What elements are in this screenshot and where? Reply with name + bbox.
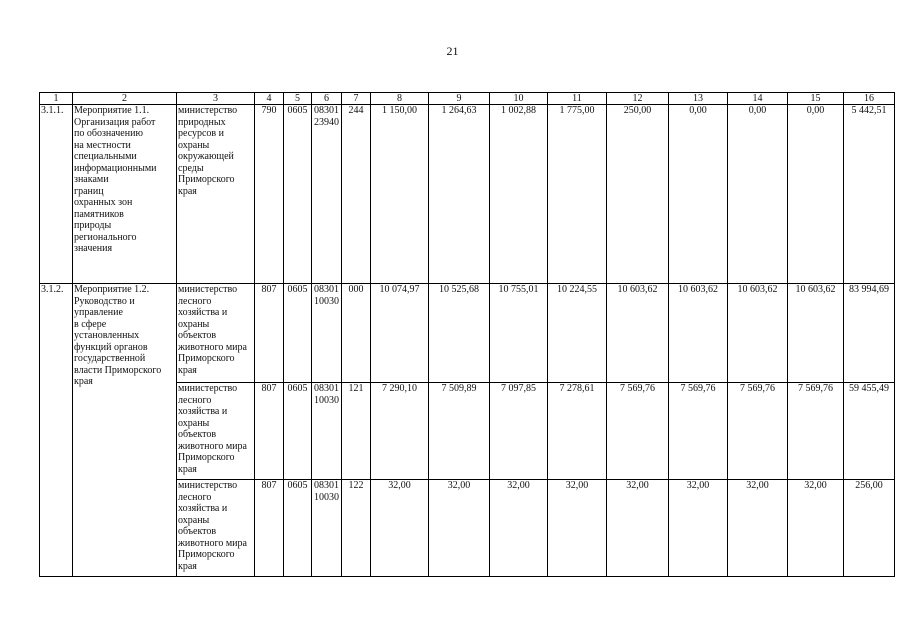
budget-table: [39, 92, 895, 577]
value-cell: 32,00: [429, 480, 490, 577]
event-name: Мероприятие 1.1. Организация работ по обозначению на местности специальными информационными знаками границ охранных зон памятников природы регионального значения: [73, 105, 177, 284]
value-cell: 32,00: [788, 480, 844, 577]
row-number: 3.1.1.: [40, 105, 73, 284]
value-cell: 0,00: [788, 105, 844, 284]
value-cell: 7 509,89: [429, 383, 490, 480]
value-cell: 32,00: [669, 480, 728, 577]
value-cell: 7 278,61: [548, 383, 607, 480]
value-cell: 7 569,76: [669, 383, 728, 480]
col-header: 3: [177, 93, 255, 105]
value-cell: 32,00: [728, 480, 788, 577]
grbs-code: 807: [255, 480, 284, 577]
value-cell: 10 755,01: [490, 284, 548, 383]
value-cell: 7 569,76: [607, 383, 669, 480]
value-cell: 0,00: [669, 105, 728, 284]
col-header: 14: [728, 93, 788, 105]
value-cell: 32,00: [490, 480, 548, 577]
rzpr-code: 0605: [284, 105, 312, 284]
header-row: [40, 93, 895, 105]
table-row: [40, 284, 895, 383]
row-number: 3.1.2.: [40, 284, 73, 577]
value-cell: 10 603,62: [728, 284, 788, 383]
total-cell: 5 442,51: [844, 105, 895, 284]
grbs-code: 807: [255, 284, 284, 383]
col-header: 6: [312, 93, 342, 105]
value-cell: 32,00: [371, 480, 429, 577]
table-row: [40, 105, 895, 284]
col-header: 1: [40, 93, 73, 105]
csr-code: 08301 10030: [312, 383, 342, 480]
value-cell: 32,00: [607, 480, 669, 577]
col-header: 9: [429, 93, 490, 105]
value-cell: 1 150,00: [371, 105, 429, 284]
event-name: Мероприятие 1.2. Руководство и управление в сфере установленных функций органов государственной власти Приморского края: [73, 284, 177, 577]
executor: министерство природных ресурсов и охраны окружающей среды Приморского края: [177, 105, 255, 284]
value-cell: 7 569,76: [728, 383, 788, 480]
value-cell: 1 002,88: [490, 105, 548, 284]
csr-code: 08301 10030: [312, 480, 342, 577]
value-cell: 7 097,85: [490, 383, 548, 480]
rzpr-code: 0605: [284, 480, 312, 577]
col-header: 11: [548, 93, 607, 105]
executor: министерство лесного хозяйства и охраны объектов животного мира Приморского края: [177, 383, 255, 480]
page-number: 21: [446, 44, 459, 58]
total-cell: 59 455,49: [844, 383, 895, 480]
col-header: 5: [284, 93, 312, 105]
value-cell: 10 603,62: [607, 284, 669, 383]
executor: министерство лесного хозяйства и охраны объектов животного мира Приморского края: [177, 480, 255, 577]
vr-code: 122: [342, 480, 371, 577]
col-header: 7: [342, 93, 371, 105]
col-header: 12: [607, 93, 669, 105]
value-cell: 10 525,68: [429, 284, 490, 383]
value-cell: 32,00: [548, 480, 607, 577]
grbs-code: 807: [255, 383, 284, 480]
rzpr-code: 0605: [284, 284, 312, 383]
value-cell: 0,00: [728, 105, 788, 284]
col-header: 4: [255, 93, 284, 105]
value-cell: 250,00: [607, 105, 669, 284]
value-cell: 10 074,97: [371, 284, 429, 383]
csr-code: 08301 23940: [312, 105, 342, 284]
col-header: 16: [844, 93, 895, 105]
value-cell: 10 603,62: [669, 284, 728, 383]
value-cell: 7 290,10: [371, 383, 429, 480]
vr-code: 244: [342, 105, 371, 284]
value-cell: 1 775,00: [548, 105, 607, 284]
vr-code: 000: [342, 284, 371, 383]
col-header: 13: [669, 93, 728, 105]
value-cell: 7 569,76: [788, 383, 844, 480]
vr-code: 121: [342, 383, 371, 480]
executor: министерство лесного хозяйства и охраны объектов животного мира Приморского края: [177, 284, 255, 383]
csr-code: 08301 10030: [312, 284, 342, 383]
col-header: 10: [490, 93, 548, 105]
total-cell: 83 994,69: [844, 284, 895, 383]
col-header: 8: [371, 93, 429, 105]
col-header: 15: [788, 93, 844, 105]
value-cell: 10 224,55: [548, 284, 607, 383]
col-header: 2: [73, 93, 177, 105]
value-cell: 1 264,63: [429, 105, 490, 284]
total-cell: 256,00: [844, 480, 895, 577]
grbs-code: 790: [255, 105, 284, 284]
value-cell: 10 603,62: [788, 284, 844, 383]
rzpr-code: 0605: [284, 383, 312, 480]
